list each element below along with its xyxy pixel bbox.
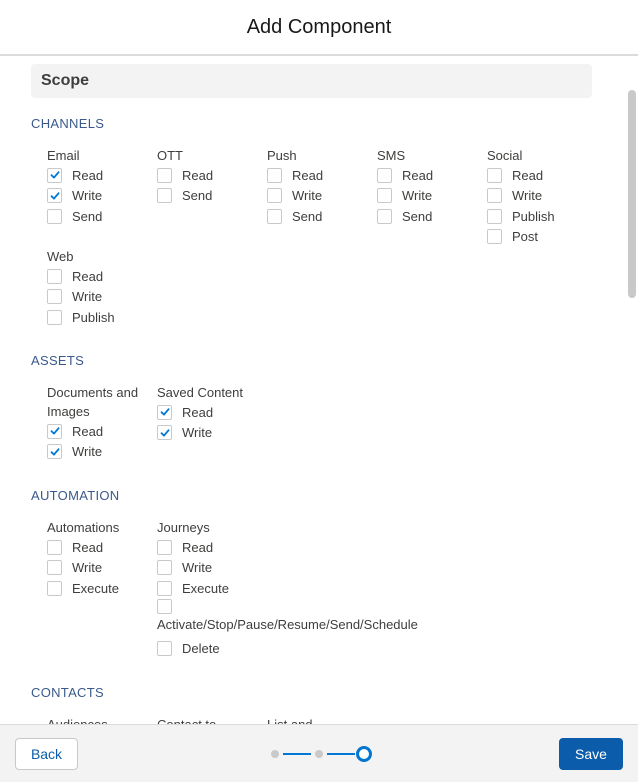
group-title: Automations xyxy=(47,520,120,535)
checkbox-label: Write xyxy=(72,444,103,460)
checkbox-option[interactable] xyxy=(157,639,443,660)
checkbox-label: Read xyxy=(512,167,544,183)
group-title-line2: Images xyxy=(47,404,90,419)
checkmark-icon xyxy=(50,191,60,201)
group-social xyxy=(487,146,555,247)
checkbox-option[interactable] xyxy=(47,266,115,287)
checkbox-option[interactable] xyxy=(47,558,119,579)
checkbox[interactable] xyxy=(487,209,502,224)
checkbox[interactable] xyxy=(157,599,172,614)
checkbox[interactable] xyxy=(487,229,502,244)
checkbox-label: Activate/Stop/Pause/Resume/Send/Schedule xyxy=(157,616,418,632)
checkbox-label: Publish xyxy=(72,309,115,325)
checkbox-label: Execute xyxy=(72,580,119,596)
group-sms xyxy=(377,146,433,227)
checkbox-label: Write xyxy=(72,188,103,204)
group-title: Web xyxy=(47,249,74,264)
checkbox[interactable] xyxy=(487,168,502,183)
group-title: Social xyxy=(487,148,523,163)
group-journeys xyxy=(157,518,443,659)
checkbox[interactable] xyxy=(267,188,282,203)
group-web xyxy=(47,247,115,328)
checkbox-label: Read xyxy=(72,539,104,555)
checkbox[interactable] xyxy=(377,168,392,183)
checkbox-label: Write xyxy=(182,425,213,441)
checkbox[interactable] xyxy=(487,188,502,203)
checkbox-label: Post xyxy=(512,229,539,245)
checkbox-label: Send xyxy=(72,208,103,224)
checkbox[interactable] xyxy=(47,168,62,183)
checkbox-option[interactable] xyxy=(267,206,323,227)
checkbox-option[interactable] xyxy=(47,307,115,328)
section-channels: CHANNELS xyxy=(31,116,105,131)
checkbox-option[interactable] xyxy=(47,165,103,186)
group-title: Documents and xyxy=(47,385,139,400)
checkbox-label: Execute xyxy=(182,580,229,596)
checkbox[interactable] xyxy=(267,209,282,224)
scope-title: Scope xyxy=(41,72,90,89)
modal-header xyxy=(0,0,638,56)
checkbox[interactable] xyxy=(157,168,172,183)
checkbox[interactable] xyxy=(47,424,62,439)
group-title: Push xyxy=(267,148,297,163)
checkbox-option[interactable] xyxy=(47,287,115,308)
checkbox-option[interactable] xyxy=(377,206,433,227)
checkbox[interactable] xyxy=(157,560,172,575)
step-connector xyxy=(283,753,311,755)
checkbox[interactable] xyxy=(157,425,172,440)
group-saved-content xyxy=(157,383,243,443)
checkbox-option[interactable] xyxy=(487,227,555,248)
checkbox-label: Read xyxy=(292,167,324,183)
group-title: Saved Content xyxy=(157,385,244,400)
group-title: SMS xyxy=(377,148,406,163)
checkbox-label: Write xyxy=(402,188,433,204)
checkbox[interactable] xyxy=(47,310,62,325)
step-3-indicator-current xyxy=(356,746,372,762)
scrollbar-thumb[interactable] xyxy=(628,90,636,298)
checkbox-option[interactable] xyxy=(47,206,103,227)
checkbox-option[interactable] xyxy=(47,186,103,207)
checkbox-option[interactable] xyxy=(157,537,443,558)
checkbox-label: Write xyxy=(182,560,213,576)
checkbox-option[interactable] xyxy=(157,558,443,579)
checkbox-option[interactable] xyxy=(47,578,119,599)
checkbox[interactable] xyxy=(157,641,172,656)
checkbox-label: Write xyxy=(72,560,103,576)
checkbox-label: Read xyxy=(72,268,104,284)
checkmark-icon xyxy=(50,447,60,457)
checkbox-option[interactable] xyxy=(377,165,433,186)
group-automations xyxy=(47,518,119,599)
back-button[interactable]: Back xyxy=(15,738,78,770)
section-automation: AUTOMATION xyxy=(31,488,120,503)
checkbox-label: Write xyxy=(72,289,103,305)
modal-body[interactable] xyxy=(0,56,638,724)
section-assets: ASSETS xyxy=(31,353,85,368)
checkmark-icon xyxy=(160,428,170,438)
group-email xyxy=(47,146,103,227)
group-ott xyxy=(157,146,213,206)
checkbox-option[interactable] xyxy=(47,442,138,463)
checkbox[interactable] xyxy=(47,540,62,555)
checkbox-label: Read xyxy=(72,423,104,439)
group-title: Journeys xyxy=(157,520,210,535)
checkbox-label: Read xyxy=(182,167,214,183)
checkbox[interactable] xyxy=(47,209,62,224)
checkbox-option[interactable] xyxy=(157,165,213,186)
checkbox[interactable] xyxy=(47,188,62,203)
checkbox-option[interactable] xyxy=(487,165,555,186)
checkbox[interactable] xyxy=(157,581,172,596)
checkbox[interactable] xyxy=(47,289,62,304)
checkbox-label: Read xyxy=(182,539,214,555)
checkbox-option[interactable] xyxy=(157,402,243,423)
modal-title: Add Component xyxy=(246,15,392,38)
checkbox[interactable] xyxy=(47,444,62,459)
checkbox-label: Read xyxy=(182,404,214,420)
checkbox-label: Send xyxy=(292,208,323,224)
checkbox[interactable] xyxy=(47,581,62,596)
checkbox[interactable] xyxy=(377,209,392,224)
step-connector xyxy=(327,753,355,755)
checkbox-label: Read xyxy=(402,167,434,183)
section-contacts: CONTACTS xyxy=(31,685,104,700)
checkbox-option[interactable] xyxy=(377,186,433,207)
checkbox-option[interactable] xyxy=(487,186,555,207)
checkmark-icon xyxy=(50,426,60,436)
progress-stepper xyxy=(270,745,374,763)
checkbox[interactable] xyxy=(377,188,392,203)
checkmark-icon xyxy=(160,407,170,417)
group-documents-and-images xyxy=(47,383,138,462)
modal-footer xyxy=(0,724,638,782)
checkbox-option[interactable] xyxy=(157,578,443,599)
group-title: Email xyxy=(47,148,80,163)
group-title: OTT xyxy=(157,148,183,163)
step-1-indicator xyxy=(271,750,279,758)
checkbox[interactable] xyxy=(47,560,62,575)
scope-header xyxy=(31,64,592,98)
checkbox-option[interactable] xyxy=(267,165,323,186)
checkbox[interactable] xyxy=(267,168,282,183)
checkbox[interactable] xyxy=(47,269,62,284)
checkmark-icon xyxy=(50,170,60,180)
checkbox-label: Write xyxy=(512,188,543,204)
checkbox-option[interactable] xyxy=(47,421,138,442)
checkbox-option[interactable] xyxy=(487,206,555,227)
checkbox-label: Send xyxy=(402,208,433,224)
step-2-indicator xyxy=(315,750,323,758)
checkbox-option[interactable] xyxy=(157,599,443,639)
checkbox-option[interactable] xyxy=(267,186,323,207)
checkbox-option[interactable] xyxy=(157,186,213,207)
checkbox-label: Write xyxy=(292,188,323,204)
checkbox[interactable] xyxy=(157,405,172,420)
checkbox-label: Publish xyxy=(512,208,555,224)
checkbox-option[interactable] xyxy=(157,423,243,444)
checkbox-label: Read xyxy=(72,167,104,183)
checkbox-option[interactable] xyxy=(47,537,119,558)
checkbox-label: Send xyxy=(182,188,213,204)
checkbox[interactable] xyxy=(157,188,172,203)
checkbox-label: Delete xyxy=(182,641,220,657)
group-push xyxy=(267,146,323,227)
checkbox[interactable] xyxy=(157,540,172,555)
save-button[interactable]: Save xyxy=(559,738,623,770)
